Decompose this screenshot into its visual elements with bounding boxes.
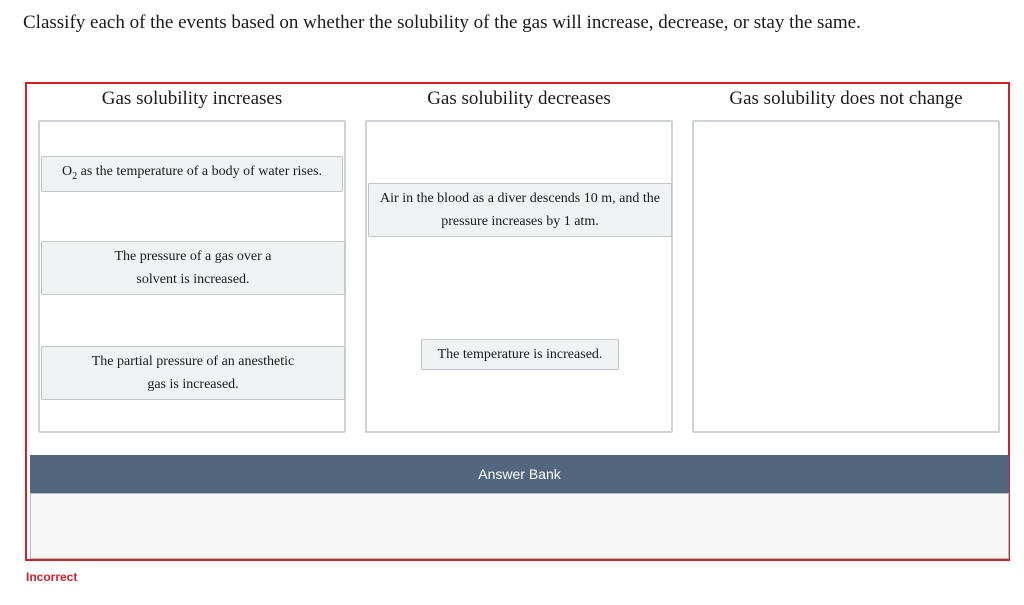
answer-card-o2-temperature[interactable] bbox=[41, 156, 343, 192]
column-title-decreases: Gas solubility decreases bbox=[427, 88, 611, 109]
card-text: The partial pressure of an anesthetic gas is increased. bbox=[91, 354, 295, 392]
drop-zone-no-change[interactable] bbox=[692, 120, 1000, 433]
card-o2-text: as the temperature of a body of water rises. bbox=[77, 164, 323, 179]
card-o2-prefix: O bbox=[61, 164, 73, 179]
answer-card-diver-descends[interactable] bbox=[368, 183, 672, 237]
card-o2-subscript: 2 bbox=[72, 170, 78, 182]
question-prompt: Classify each of the events based on whether the solubility of the gas will increase, decrease, or stay the same. bbox=[23, 12, 861, 33]
answer-bank-header bbox=[30, 455, 1009, 493]
status-incorrect: Incorrect bbox=[26, 570, 78, 584]
column-title-increases: Gas solubility increases bbox=[101, 88, 283, 109]
answer-bank-label: Answer Bank bbox=[478, 466, 561, 482]
answer-card-temperature-increased[interactable] bbox=[421, 339, 619, 370]
drop-zone-increases[interactable] bbox=[38, 120, 346, 433]
column-title-no-change: Gas solubility does not change bbox=[729, 88, 963, 109]
answer-card-anesthetic-gas[interactable] bbox=[41, 346, 345, 400]
answer-bank-drop-area[interactable] bbox=[30, 493, 1009, 559]
drop-zone-decreases[interactable] bbox=[365, 120, 673, 433]
card-text: The temperature is increased. bbox=[437, 347, 603, 362]
answer-card-gas-pressure-solvent[interactable] bbox=[41, 241, 345, 295]
card-text: The pressure of a gas over a solvent is increased. bbox=[114, 249, 272, 287]
card-text: Air in the blood as a diver descends 10 m, and the pressure increases by 1 atm. bbox=[380, 191, 660, 229]
